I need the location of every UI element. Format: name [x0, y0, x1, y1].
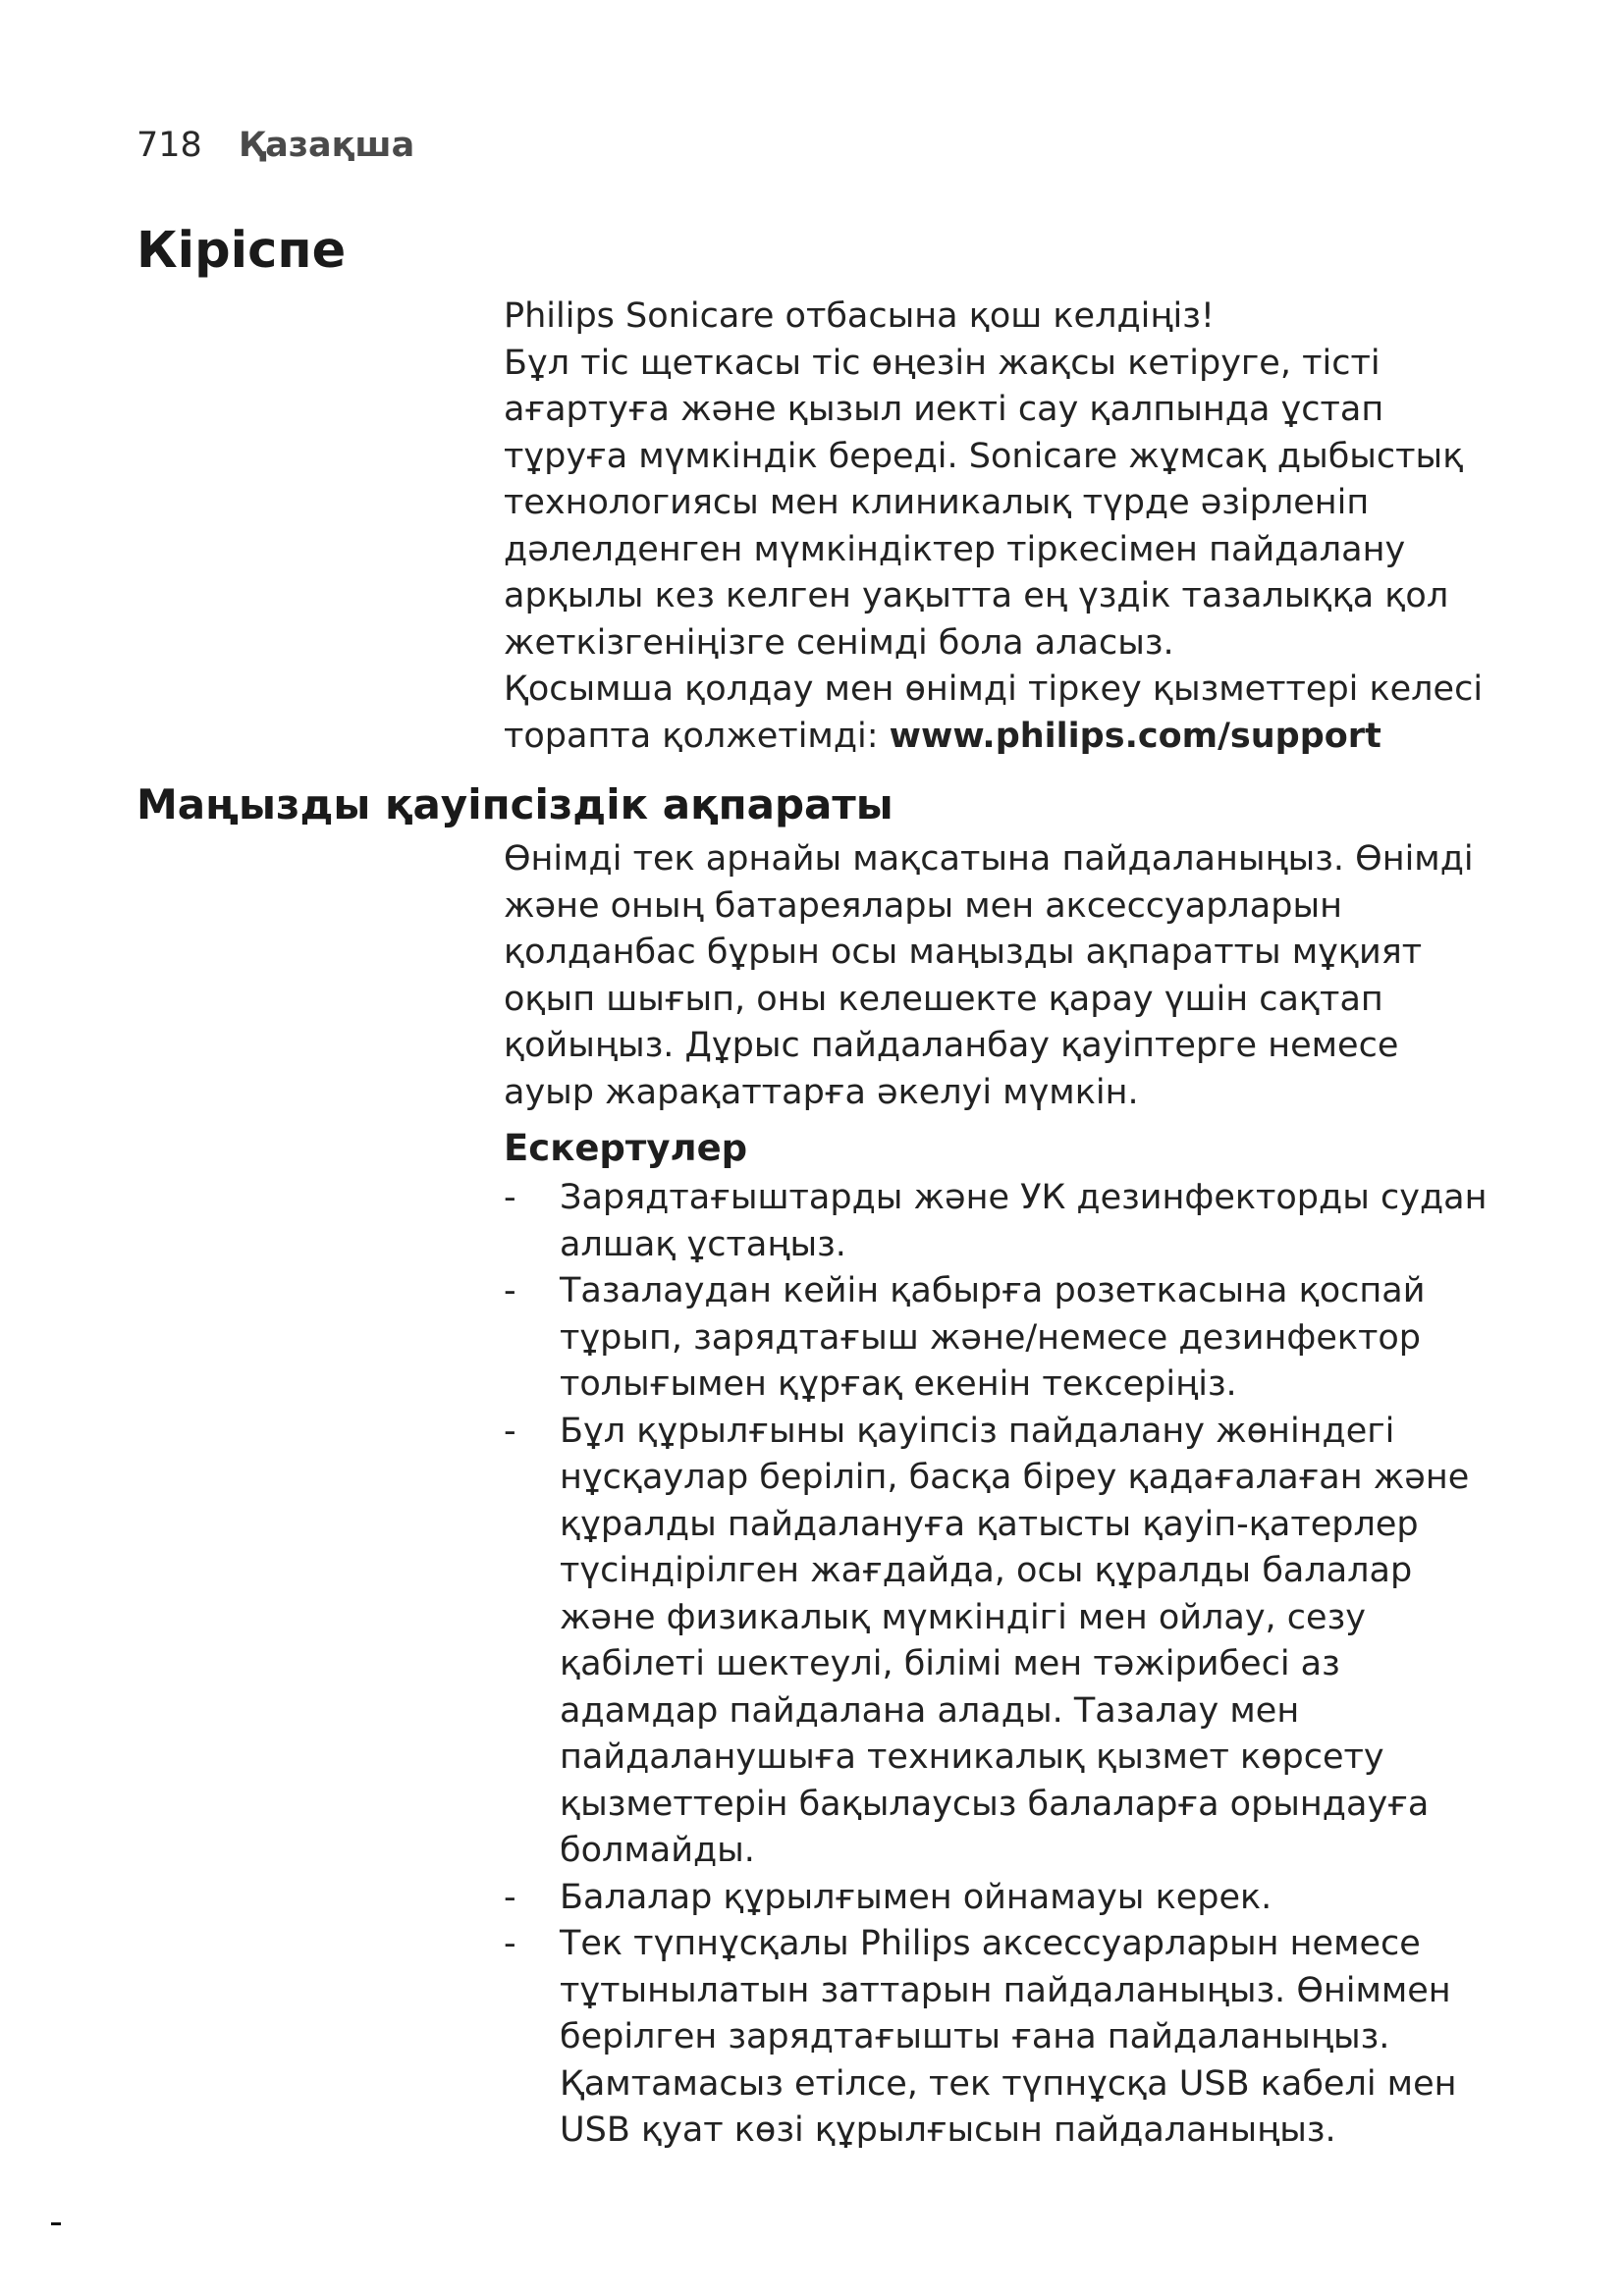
intro-support-paragraph — [504, 667, 1495, 760]
page-header — [136, 126, 414, 165]
bullet-dash: - — [504, 1411, 516, 1451]
warning-item — [504, 1921, 1495, 2155]
warning-text: Зарядтағыштарды және УК дезинфекторды судан алшақ ұстаңыз. — [560, 1178, 1488, 1264]
warning-item — [504, 1409, 1495, 1875]
intro-description-paragraph: Бұл тіс щеткасы тіс өңезін жақсы кетіруге, тісті ағартуға және қызыл иекті сау қалпында ұстап тұруға мүмкіндік береді. Sonicare жұмсақ дыбыстық технологиясы мен клиникалық түрде әзірленіп дәлелденген мүмкіндіктер тіркесімен пайдалану арқылы кез келген уақытта ең үздік тазалыққа қол жеткізгеніңізге сенімді бола аласыз. — [504, 343, 1464, 663]
page-number: 718 — [136, 126, 202, 165]
section-title-introduction: Кіріспе — [136, 222, 347, 280]
warnings-heading: Ескертулер — [504, 1127, 748, 1169]
warning-text: Тек түпнұсқалы Philips аксессуарларын немесе тұтынылатын заттарын пайдаланыңыз. Өніммен берілген зарядтағышты ғана пайдаланыңыз. Қамтамасыз етілсе, тек түпнұсқа USB кабелі мен USB қуат көзі құрылғысын пайдаланыңыз. — [560, 1924, 1457, 2150]
warning-item — [504, 1175, 1495, 1268]
warning-item — [504, 1268, 1495, 1409]
warnings-list — [504, 1175, 1495, 2155]
safety-body — [504, 836, 1495, 2155]
safety-paragraph: Өнімді тек арнайы мақсатына пайдаланыңыз. Өнімді және оның батареялары мен аксессуарларын қолданбас бұрын осы маңызды ақпаратты мұқият оқып шығып, оны келешекте қарау үшін сақтап қойыңыз. Дұрыс пайдаланбау қауіптерге немесе ауыр жарақаттарға әкелуі мүмкін. — [504, 839, 1474, 1112]
margin-mark — [51, 2222, 61, 2225]
bullet-dash: - — [504, 1924, 516, 1963]
support-url-link[interactable]: www.philips.com/support — [889, 716, 1381, 756]
bullet-dash: - — [504, 1178, 516, 1217]
warning-text: Бұл құрылғыны қауіпсіз пайдалану жөніндегі нұсқаулар беріліп, басқа біреу қадағалаған және құралды пайдалануға қатысты қауіп-қатерлер түсіндірілген жағдайда, осы құралды балалар және физикалық мүмкіндігі мен ойлау, сезу қабілеті шектеулі, білімі мен тәжірибесі аз адамдар пайдалана алады. Тазалау мен пайдаланушыға техникалық қызмет көрсету қызметтерін бақылаусыз балаларға орындауға болмайды. — [560, 1411, 1470, 1870]
section-title-safety: Маңызды қауіпсіздік ақпараты — [136, 780, 893, 828]
support-text: Қосымша қолдау мен өнімді тіркеу қызметтері келесі торапта қолжетімді: — [504, 669, 1484, 756]
warning-text: Тазалаудан кейін қабырға розеткасына қоспай тұрып, зарядтағыш және/немесе дезинфектор толығымен құрғақ екенін тексеріңіз. — [560, 1271, 1426, 1404]
intro-welcome-paragraph: Philips Sonicare отбасына қош келдіңіз! — [504, 296, 1215, 336]
bullet-dash: - — [504, 1271, 516, 1310]
bullet-dash: - — [504, 1877, 516, 1917]
language-label: Қазақша — [238, 126, 415, 165]
warning-item — [504, 1875, 1495, 1922]
introduction-body — [504, 294, 1495, 760]
warning-text: Балалар құрылғымен ойнамауы керек. — [560, 1877, 1272, 1917]
